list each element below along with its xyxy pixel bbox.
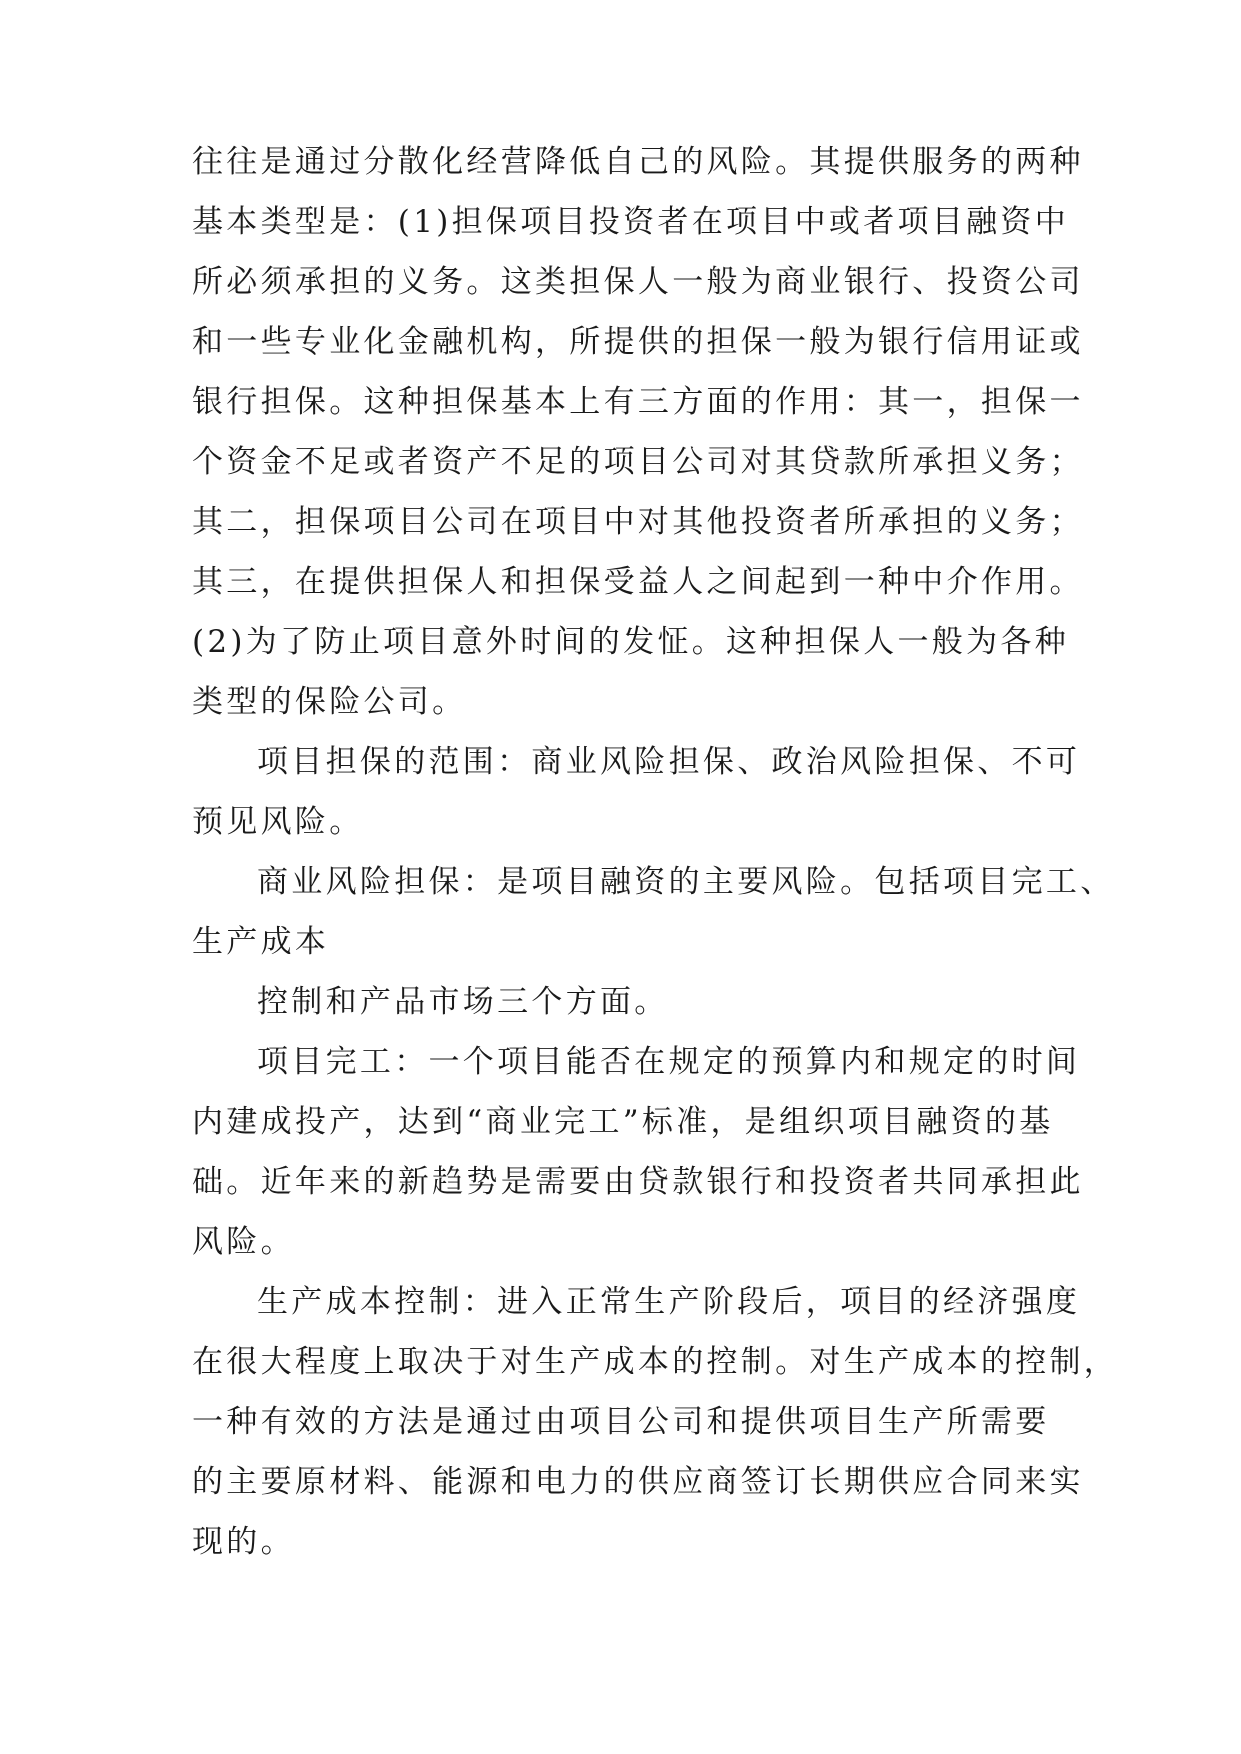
text-line: 其三，在提供担保人和担保受益人之间起到一种中介作用。 bbox=[192, 564, 1084, 600]
text-line: 个资金不足或者资产不足的项目公司对其贷款所承担义务； bbox=[192, 444, 1084, 480]
paragraph-first-line: 项目完工：一个项目能否在规定的预算内和规定的时间 bbox=[257, 1044, 1081, 1080]
paragraph-first-line: 商业风险担保：是项目融资的主要风险。包括项目完工、 bbox=[257, 864, 1115, 900]
text-line: 预见风险。 bbox=[192, 804, 364, 840]
text-line: 风险。 bbox=[192, 1224, 295, 1260]
text-line: 其二，担保项目公司在项目中对其他投资者所承担的义务； bbox=[192, 504, 1084, 540]
text-line: 一种有效的方法是通过由项目公司和提供项目生产所需要 bbox=[192, 1404, 1050, 1440]
paragraph-first-line: 项目担保的范围：商业风险担保、政治风险担保、不可 bbox=[257, 744, 1081, 780]
text-line: 基本类型是：(1)担保项目投资者在项目中或者项目融资中 bbox=[192, 204, 1070, 240]
text-line: 和一些专业化金融机构，所提供的担保一般为银行信用证或 bbox=[192, 324, 1084, 360]
text-line: 础。近年来的新趋势是需要由贷款银行和投资者共同承担此 bbox=[192, 1164, 1084, 1200]
text-line: 类型的保险公司。 bbox=[192, 684, 467, 720]
text-line: 银行担保。这种担保基本上有三方面的作用：其一，担保一 bbox=[192, 384, 1084, 420]
paragraph-first-line: 生产成本控制：进入正常生产阶段后，项目的经济强度 bbox=[257, 1284, 1081, 1320]
text-line: 往往是通过分散化经营降低自己的风险。其提供服务的两种 bbox=[192, 144, 1084, 180]
text-line: 所必须承担的义务。这类担保人一般为商业银行、投资公司 bbox=[192, 264, 1084, 300]
paragraph-first-line: 控制和产品市场三个方面。 bbox=[257, 984, 669, 1020]
text-line: 内建成投产，达到“商业完工”标准，是组织项目融资的基 bbox=[192, 1104, 1054, 1140]
text-line: 在很大程度上取决于对生产成本的控制。对生产成本的控制， bbox=[192, 1344, 1119, 1380]
text-line: 的主要原材料、能源和电力的供应商签订长期供应合同来实 bbox=[192, 1464, 1084, 1500]
text-line: 现的。 bbox=[192, 1524, 295, 1560]
text-line: (2)为了防止项目意外时间的发怔。这种担保人一般为各种 bbox=[192, 624, 1070, 660]
text-line: 生产成本 bbox=[192, 924, 330, 960]
